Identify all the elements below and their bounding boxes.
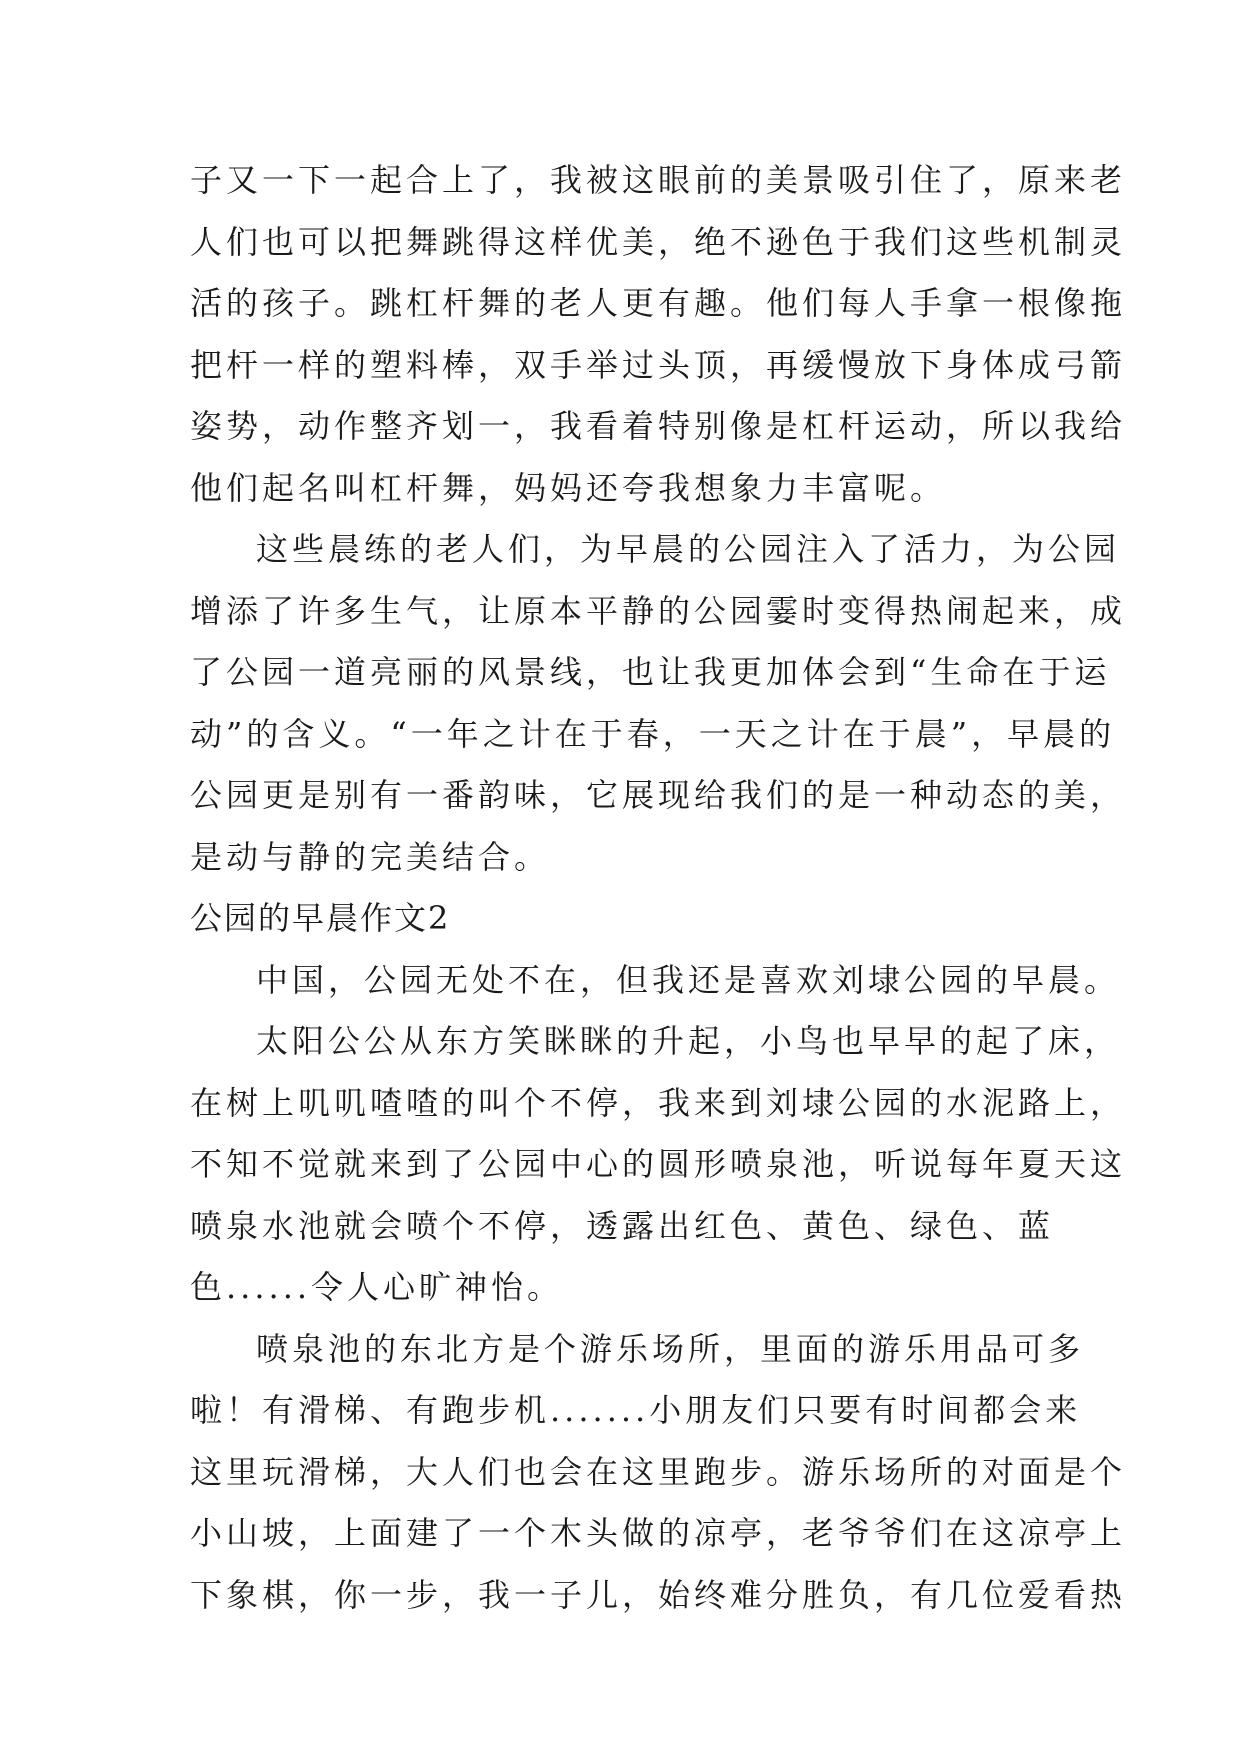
text-line: 不知不觉就来到了公园中心的圆形喷泉池，听说每年夏天这 [190, 1145, 1127, 1183]
paragraph-first-line: 这些晨练的老人们，为早晨的公园注入了活力，为公园 [256, 530, 1121, 568]
text-line: 把杆一样的塑料棒，双手举过头顶，再缓慢放下身体成弓箭 [190, 345, 1127, 384]
paragraph-first-line: 喷泉池的东北方是个游乐场所，里面的游乐用品可多 [256, 1329, 1085, 1368]
text-line: 是动与静的完美结合。 [190, 837, 551, 876]
paragraph-first-line: 中国，公园无处不在，但我还是喜欢刘埭公园的早晨。 [256, 960, 1121, 999]
text-line: 喷泉水池就会喷个不停，透露出红色、黄色、绿色、蓝 [190, 1206, 1055, 1245]
text-line: 下象棋，你一步，我一子儿，始终难分胜负，有几位爱看热 [190, 1575, 1127, 1614]
text-line: 在树上叽叽喳喳的叫个不停，我来到刘埭公园的水泥路上， [190, 1083, 1127, 1122]
text-line: 人们也可以把舞跳得这样优美，绝不逊色于我们这些机制灵 [190, 222, 1127, 261]
essay-body [190, 150, 1127, 1626]
text-line: 色......令人心旷神怡。 [190, 1268, 564, 1306]
paragraph-first-line: 太阳公公从东方笑眯眯的升起，小鸟也早早的起了床， [256, 1022, 1121, 1060]
text-line: 啦！有滑梯、有跑步机.......小朋友们只要有时间都会来 [190, 1391, 1082, 1429]
text-line: 子又一下一起合上了，我被这眼前的美景吸引住了，原来老 [190, 161, 1127, 199]
text-line: 姿势，动作整齐划一，我看着特别像是杠杆运动，所以我给 [190, 407, 1127, 445]
text-line: 动”的含义。“一年之计在于春，一天之计在于晨”，早晨的 [190, 714, 1116, 753]
text-line: 小山坡，上面建了一个木头做的凉亭，老爷爷们在这凉亭上 [190, 1514, 1127, 1552]
text-line: 了公园一道亮丽的风景线，也让我更加体会到“生命在于运 [190, 653, 1111, 691]
text-line: 公园更是别有一番韵味，它展现给我们的是一种动态的美， [190, 776, 1127, 814]
essay-heading: 公园的早晨作文2 [190, 899, 451, 937]
text-line: 他们起名叫杠杆舞，妈妈还夸我想象力丰富呢。 [190, 468, 947, 507]
text-line: 这里玩滑梯，大人们也会在这里跑步。游乐场所的对面是个 [190, 1452, 1127, 1491]
text-line: 增添了许多生气，让原本平静的公园霎时变得热闹起来，成 [190, 591, 1127, 630]
text-line: 活的孩子。跳杠杆舞的老人更有趣。他们每人手拿一根像拖 [190, 284, 1127, 322]
